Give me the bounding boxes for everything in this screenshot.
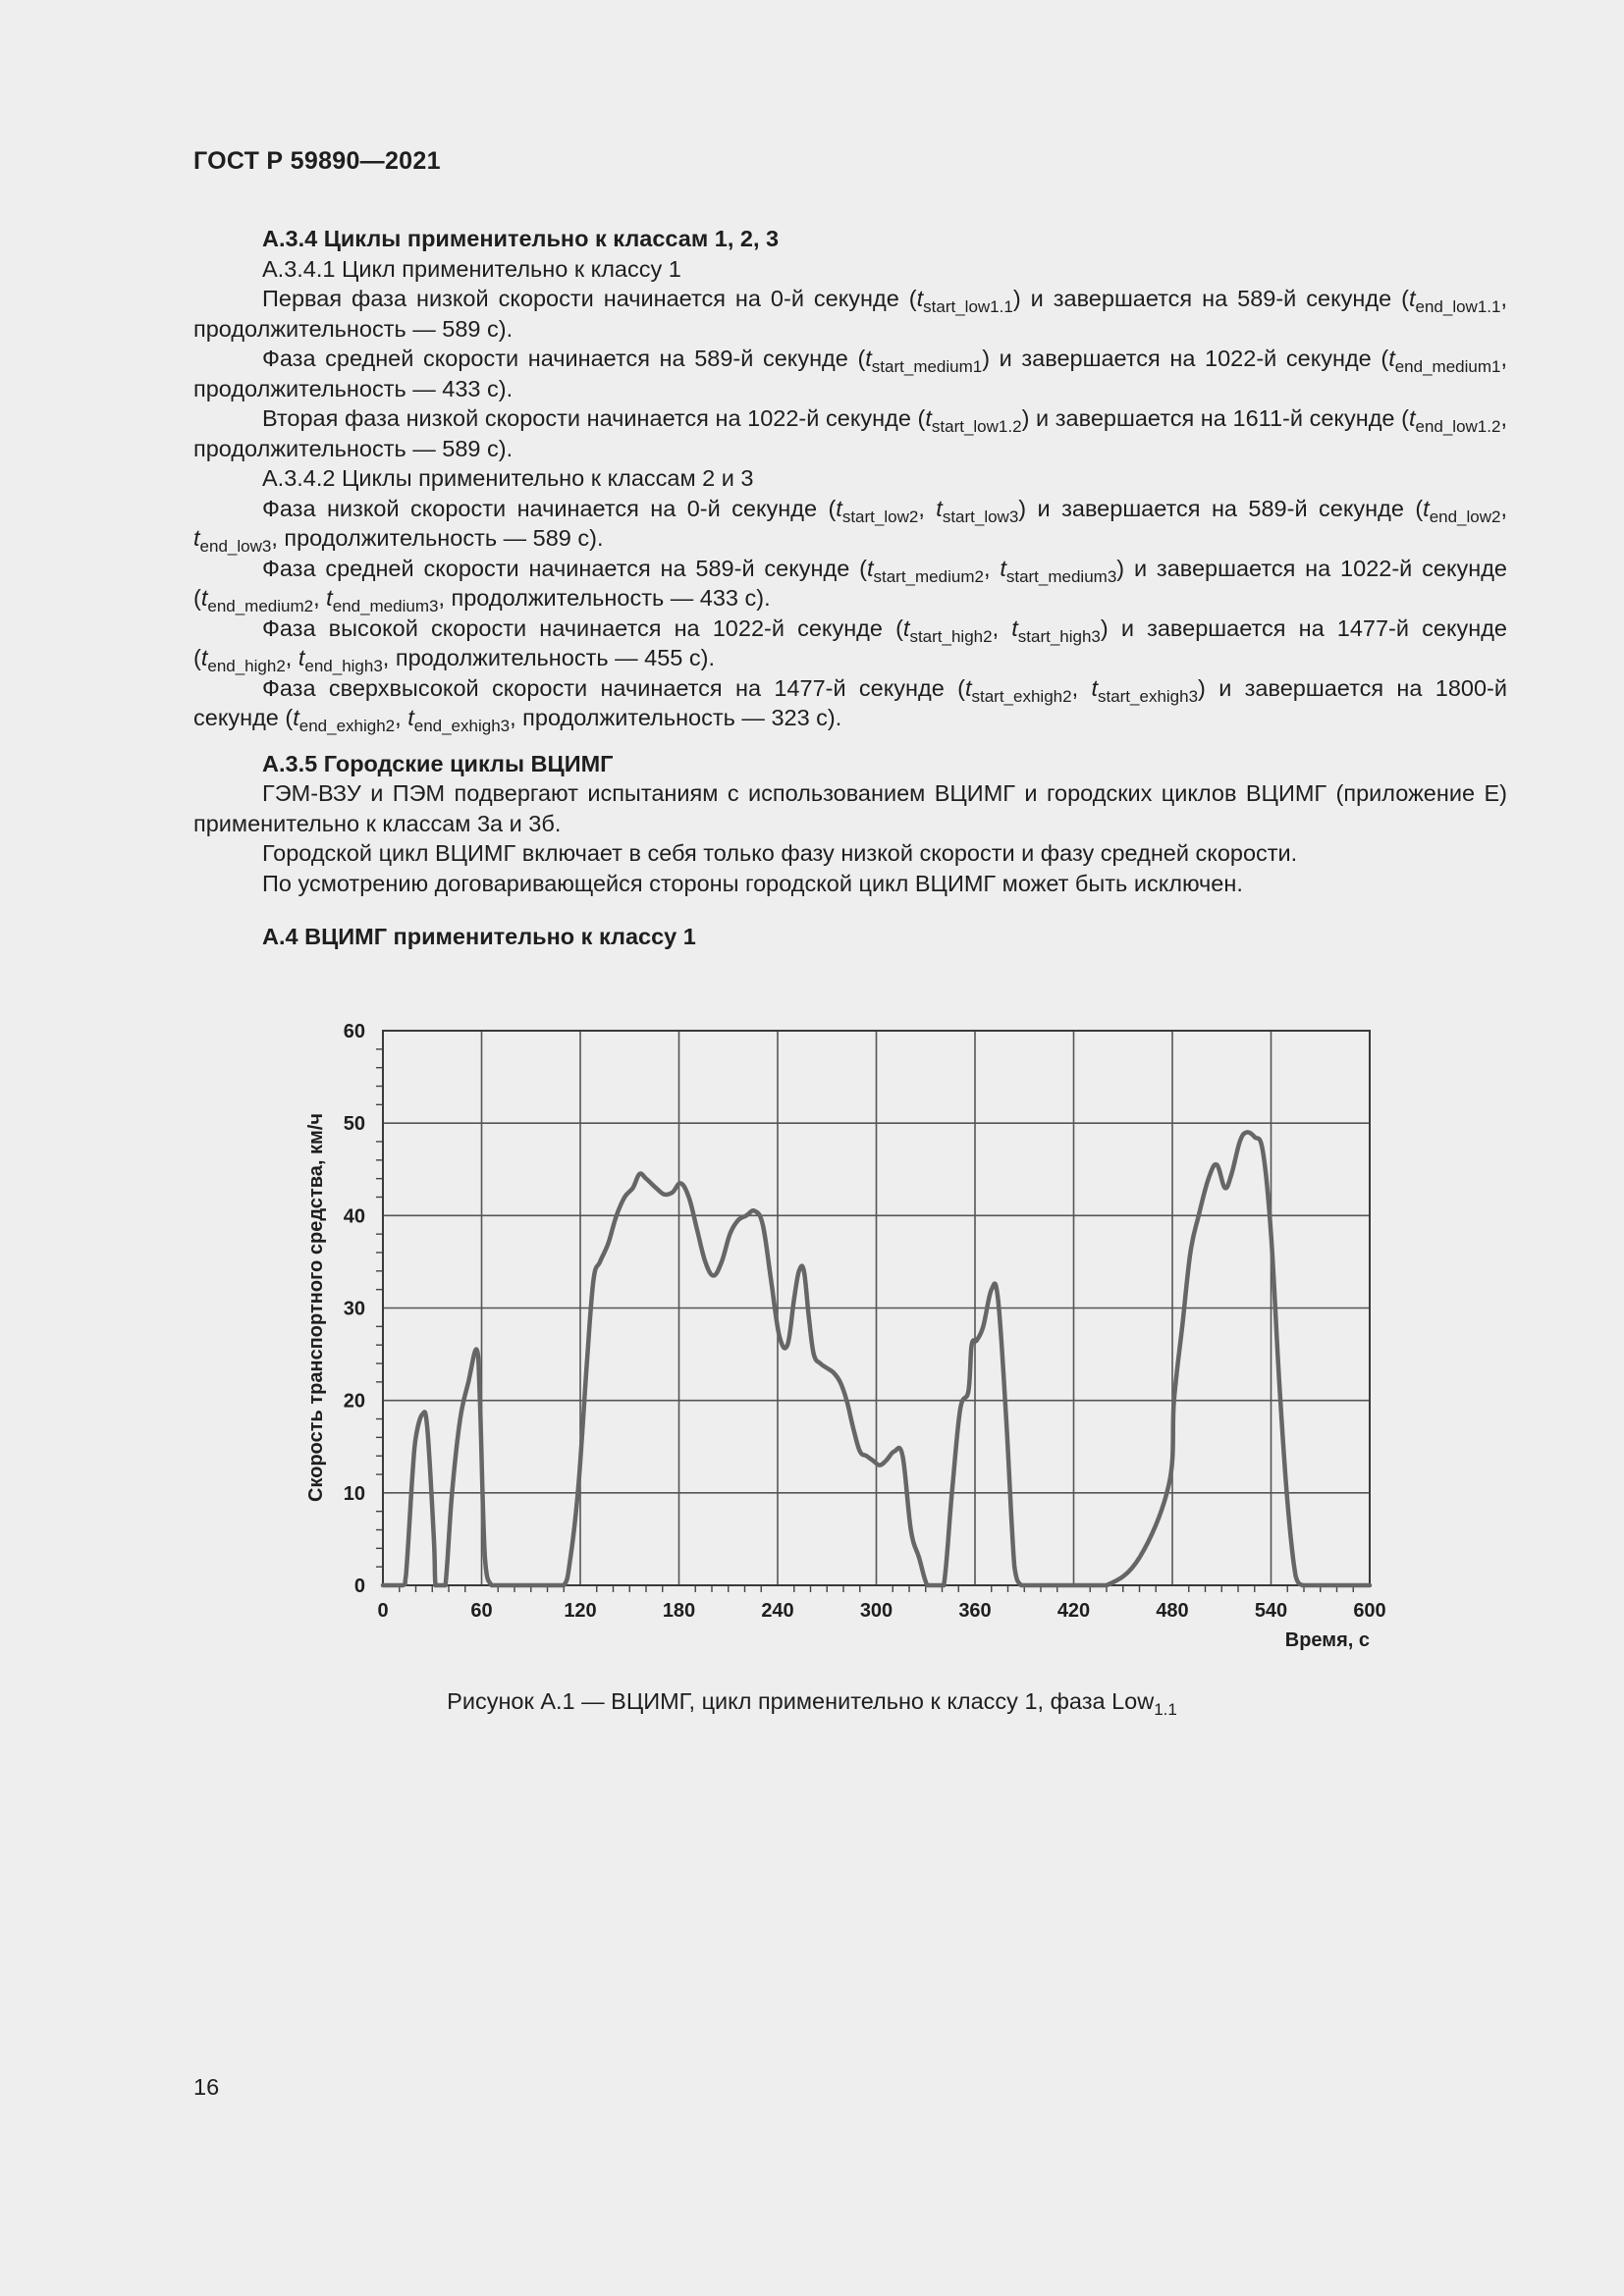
x-tick-label-600: 600: [1353, 1600, 1386, 1622]
paragraph-low12-phase: Вторая фаза низкой скорости начинается на 1022-й секунде $(t_{start\_low1.2})$ и завершается на 1611-й секунде ($t_{end\_low1.2}$, продолжительность — 589 с).: [193, 405, 1507, 461]
y-tick-label-50: 50: [343, 1113, 365, 1136]
paragraph-medium-phase-class23: Фаза средней скорости начинается на 589-й секунде ($t_{start\_medium2}$, $t_{start\_medium3}$) и завершается на 1022-й секунде ($t_{end\_medium2}$, $t_{end\_medium3}$, продолжительность — 433 с).: [193, 555, 1508, 615]
subsection-heading-a342: А.3.4.2 Циклы применительно к классам 2 и 3: [262, 465, 754, 491]
x-tick-label-60: 60: [470, 1600, 493, 1622]
y-tick-label-10: 10: [343, 1482, 365, 1505]
paragraph-high-phase-class23: Фаза высокой скорости начинается на 1022-й секунде ($t_{start\_high2}$, $t_{start\_high3}$) и завершается на 1477-й секунде ($t_{end\_high2}$, $t_{end\_high3}$, продолжительность — 455 с).: [193, 614, 1507, 675]
paragraph-urban-cycle-phases: Городской цикл ВЦИМГ включает в себя только фазу низкой скорости и фазу средней скорости.: [262, 840, 1298, 866]
chart-grid: [383, 1031, 1370, 1585]
page-number: 16: [193, 2074, 220, 2100]
x-tick-label-420: 420: [1056, 1600, 1091, 1622]
chart-minor-ticks: [376, 1049, 1353, 1592]
x-tick-label-480: 480: [1156, 1600, 1189, 1622]
paragraph-exhigh-phase-class23: Фаза сверхвысокой скорости начинается на 1477-й секунде ($t_{start\_exhigh2}$, $t_{start\_exhigh3}$) и завершается на 1800-й секунде ($t_{end\_exhigh2}$, $t_{end\_exhigh3}$, продолжительность — 323 с).: [193, 674, 1507, 735]
paragraph-urban-cycle-testing: ГЭМ-ВЗУ и ПЭМ подвергают испытаниям с использованием ВЦИМГ и городских циклов ВЦИМГ (приложение Е) применительно к классам 3а и 3б.: [193, 780, 1507, 836]
x-tick-label-300: 300: [859, 1600, 893, 1622]
y-tick-label-0: 0: [353, 1575, 365, 1597]
section-heading-a34: А.3.4 Циклы применительно к классам 1, 2, 3: [262, 226, 780, 251]
x-tick-label-0: 0: [377, 1600, 389, 1622]
y-axis-tick-labels: [344, 1021, 365, 1597]
x-tick-label-360: 360: [958, 1600, 992, 1622]
document-header: ГОСТ Р 59890—2021: [193, 147, 441, 175]
x-tick-label-540: 540: [1254, 1600, 1288, 1622]
x-tick-label-180: 180: [662, 1600, 696, 1622]
y-tick-label-30: 30: [343, 1298, 365, 1320]
paragraph-urban-cycle-exclusion: По усмотрению договаривающейся стороны городской цикл ВЦИМГ может быть исключен.: [262, 870, 1243, 896]
figure-caption: Рисунок А.1 — ВЦИМГ, цикл применительно к классу 1, фаза Low$_{1.1}$: [447, 1688, 1177, 1719]
y-axis-title: Скорость транспортного средства, км/ч: [305, 1113, 327, 1502]
y-tick-label-40: 40: [343, 1205, 365, 1228]
x-axis-tick-labels: [377, 1600, 1385, 1622]
paragraph-low1-phase: Первая фаза низкой скорости начинается на 0-й секунде $(t_{start\_low1.1})$ и завершается на 589-й секунде ($t_{end\_low1.1}$, продолжительность — 589 с).: [193, 286, 1507, 342]
section-heading-a4: А.4 ВЦИМГ применительно к классу 1: [262, 924, 696, 949]
x-tick-label-120: 120: [564, 1600, 597, 1622]
section-heading-a35: А.3.5 Городские циклы ВЦИМГ: [262, 750, 614, 776]
paragraph-low-phase-class23: Фаза низкой скорости начинается на 0-й секунде ($t_{start\_low2}$, $t_{start\_low3}$) и завершается на 589-й секунде ($t_{end\_low2}$, $t_{end\_low3}$, продолжительность — 589 с).: [193, 495, 1507, 556]
subsection-heading-a341: А.3.4.1 Цикл применительно к классу 1: [262, 255, 681, 282]
x-axis-title: Время, с: [1284, 1629, 1370, 1651]
x-tick-label-240: 240: [761, 1600, 794, 1622]
y-tick-label-60: 60: [343, 1021, 365, 1042]
y-tick-label-20: 20: [343, 1390, 365, 1413]
paragraph-medium1-phase: Фаза средней скорости начинается на 589-й секунде $(t_{start\_medium1})$ и завершается на 1022-й секунде ($t_{end\_medium1}$, продолжительность — 433 с).: [193, 346, 1507, 401]
